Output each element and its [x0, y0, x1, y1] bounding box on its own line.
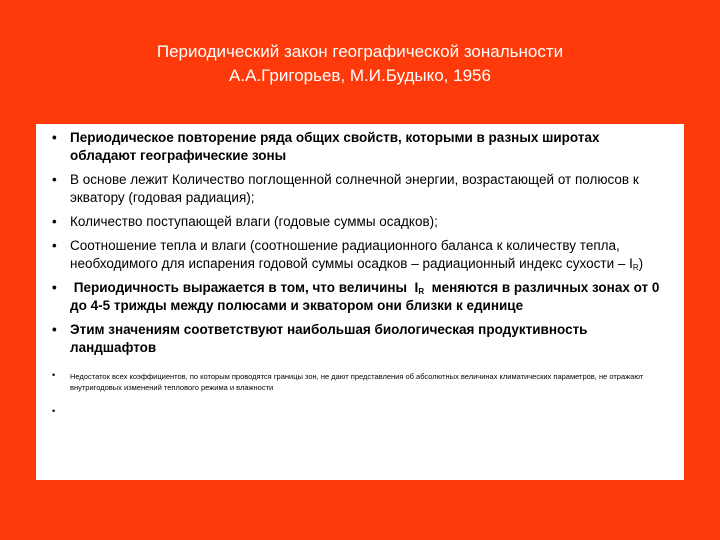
bullet-icon: •: [52, 370, 56, 380]
bullet-item-3: [50, 213, 666, 231]
title-line-1: Периодический закон географической зональности: [156, 42, 564, 61]
bullet-text: Количество поступающей влаги (годовые суммы осадков);: [70, 214, 438, 229]
bullet-list: [50, 129, 666, 416]
bullet-text-end: ): [638, 256, 644, 271]
bullet-item-5: [50, 279, 666, 315]
bullet-item-2: [50, 171, 666, 207]
bullet-item-6: [50, 321, 666, 357]
bullet-text: Этим значениям соответствуют наибольшая биологическая продуктивность ландшафтов: [70, 322, 588, 355]
bullet-text: Периодичность выражается в том, что величины I: [70, 280, 419, 295]
bullet-icon: •: [52, 214, 57, 229]
bullet-item-4: [50, 237, 666, 273]
bullet-item-1: [50, 129, 666, 165]
bullet-item-7: [50, 371, 666, 393]
subscript-r: R: [418, 287, 425, 296]
bullet-icon: •: [52, 406, 56, 416]
bullet-icon: •: [52, 130, 57, 145]
title-line-2: А.А.Григорьев, М.И.Будыко, 1956: [229, 66, 491, 85]
bullet-text: Соотношение тепла и влаги (соотношение радиационного баланса к количеству тепла, необходимого для испарения годовой суммы осадков – радиационный индекс сухости – I: [70, 238, 633, 271]
bullet-icon: •: [52, 172, 57, 187]
bullet-text: Недостаток всех коэффициентов, по которым проводятся границы зон, не дают представления об абсолютных величинах климатических параметров, не отражают внутригодовых изменений теплового режима и влажности: [70, 372, 644, 392]
bullet-icon: •: [52, 238, 57, 253]
content-box: [36, 124, 684, 480]
bullet-text: Периодическое повторение ряда общих свойств, которыми в разных широтах обладают географические зоны: [70, 130, 600, 163]
bullet-text: В основе лежит Количество поглощенной солнечной энергии, возрастающей от полюсов к экватору (годовая радиация);: [70, 172, 639, 205]
slide-title: [60, 40, 660, 88]
bullet-text-end: меняются в различных зонах от 0 до 4-5 трижды между полюсами и экватором они близки к единице: [70, 280, 664, 313]
bullet-icon: •: [52, 280, 57, 295]
bullet-icon: •: [52, 322, 57, 337]
subscript-r: R: [632, 263, 639, 272]
